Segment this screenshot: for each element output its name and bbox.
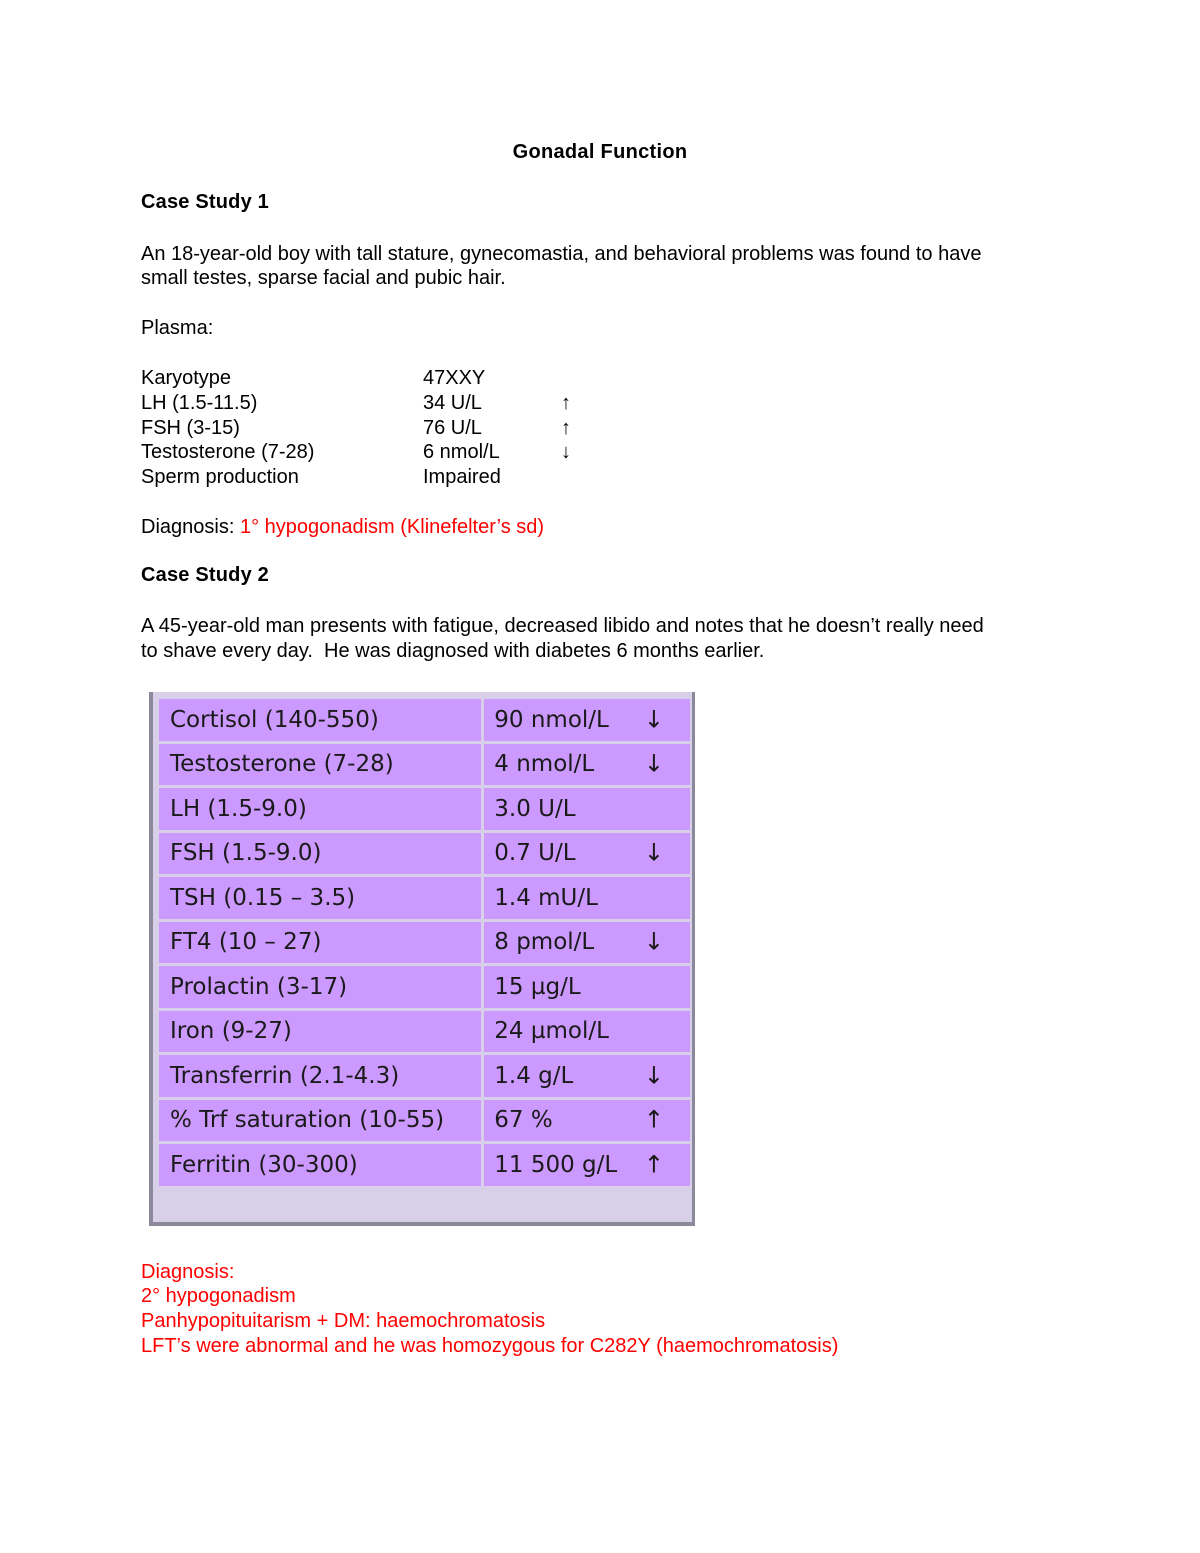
table-row xyxy=(159,1100,690,1142)
test-name-cell: Transferrin (2.1-4.3) xyxy=(159,1055,481,1097)
result-value: 11 500 g/L xyxy=(494,1151,618,1178)
case-study-2-diagnosis-label: Diagnosis: xyxy=(141,1261,235,1283)
test-name-cell: TSH (0.15 – 3.5) xyxy=(159,877,481,919)
result-cell xyxy=(484,788,690,830)
lab-name: Testosterone (7-28) xyxy=(141,441,315,463)
lab-value: Impaired xyxy=(423,466,501,488)
lab-results-table xyxy=(149,692,695,1226)
up-arrow-icon: ↑ xyxy=(643,1150,664,1179)
test-name-cell: Prolactin (3-17) xyxy=(159,966,481,1008)
lab-value: 6 nmol/L xyxy=(423,441,500,463)
result-cell xyxy=(484,1011,690,1053)
plasma-label: Plasma: xyxy=(141,317,214,339)
table-row xyxy=(159,922,690,964)
case-study-1-diagnosis xyxy=(141,515,544,540)
lab-name: Karyotype xyxy=(141,367,232,389)
result-cell xyxy=(484,833,690,875)
result-cell xyxy=(484,1144,690,1186)
case-study-2-diagnosis-line-3: LFT’s were abnormal and he was homozygous for C282Y (haemochromatosis) xyxy=(141,1335,839,1357)
test-name-cell: LH (1.5-9.0) xyxy=(159,788,481,830)
table-row xyxy=(159,788,690,830)
result-cell xyxy=(484,966,690,1008)
test-name-cell: % Trf saturation (10-55) xyxy=(159,1100,481,1142)
table-row xyxy=(159,744,690,786)
lab-name: FSH (3-15) xyxy=(141,417,240,439)
result-value: 1.4 g/L xyxy=(494,1062,574,1089)
down-arrow-icon: ↓ xyxy=(643,705,664,734)
diagnosis-label: Diagnosis: xyxy=(141,516,235,538)
test-name-cell: Cortisol (140-550) xyxy=(159,699,481,741)
lab-row-sperm-production xyxy=(141,465,841,490)
case-study-2-diagnosis-line-1: 2° hypogonadism xyxy=(141,1285,296,1307)
result-value: 0.7 U/L xyxy=(494,840,576,867)
table-row xyxy=(159,1011,690,1053)
up-arrow-icon: ↑ xyxy=(561,392,571,414)
diagnosis-text: 1° hypogonadism (Klinefelter’s sd) xyxy=(239,516,545,538)
table-row xyxy=(159,1055,690,1097)
test-name-cell: Ferritin (30-300) xyxy=(159,1144,481,1186)
table-row xyxy=(159,877,690,919)
case-study-1-description-line-1: An 18-year-old boy with tall stature, gynecomastia, and behavioral problems was found to have xyxy=(141,243,982,265)
case-study-2-description-line-2: to shave every day. He was diagnosed with diabetes 6 months earlier. xyxy=(141,640,765,662)
case-study-2-diagnosis-line-2: Panhypopituitarism + DM: haemochromatosis xyxy=(141,1310,546,1332)
result-cell xyxy=(484,699,690,741)
result-cell xyxy=(484,1100,690,1142)
down-arrow-icon: ↓ xyxy=(643,927,664,956)
lab-row-fsh xyxy=(141,416,841,441)
result-value: 90 nmol/L xyxy=(494,706,609,733)
result-value: 8 pmol/L xyxy=(494,929,595,956)
up-arrow-icon: ↑ xyxy=(643,1105,664,1134)
test-name-cell: Iron (9-27) xyxy=(159,1011,481,1053)
result-value: 24 µmol/L xyxy=(494,1018,609,1045)
lab-value: 47XXY xyxy=(423,367,486,389)
test-name-cell: Testosterone (7-28) xyxy=(159,744,481,786)
up-arrow-icon: ↑ xyxy=(561,417,571,439)
table-row xyxy=(159,833,690,875)
lab-row-testosterone xyxy=(141,440,841,465)
case-study-2-heading: Case Study 2 xyxy=(141,564,270,586)
case-study-1-description-line-2: small testes, sparse facial and pubic hair. xyxy=(141,267,506,289)
case-study-2-description-line-1: A 45-year-old man presents with fatigue, decreased libido and notes that he doesn’t really need xyxy=(141,615,984,637)
lab-row-lh xyxy=(141,391,841,416)
lab-row-karyotype xyxy=(141,366,841,391)
result-value: 67 % xyxy=(494,1107,553,1134)
lab-results-grid xyxy=(156,696,693,1189)
document-title: Gonadal Function xyxy=(512,141,688,163)
lab-value: 34 U/L xyxy=(423,392,482,414)
table-row xyxy=(159,699,690,741)
result-value: 15 µg/L xyxy=(494,973,581,1000)
result-cell xyxy=(484,1055,690,1097)
down-arrow-icon: ↓ xyxy=(643,749,664,778)
result-cell xyxy=(484,877,690,919)
table-row xyxy=(159,966,690,1008)
test-name-cell: FSH (1.5-9.0) xyxy=(159,833,481,875)
case-study-1-heading: Case Study 1 xyxy=(141,191,270,213)
table-row xyxy=(159,1144,690,1186)
result-cell xyxy=(484,922,690,964)
down-arrow-icon: ↓ xyxy=(643,1061,664,1090)
lab-value: 76 U/L xyxy=(423,417,482,439)
down-arrow-icon: ↓ xyxy=(643,838,664,867)
lab-name: LH (1.5-11.5) xyxy=(141,392,258,414)
result-value: 1.4 mU/L xyxy=(494,884,598,911)
result-value: 4 nmol/L xyxy=(494,751,595,778)
result-value: 3.0 U/L xyxy=(494,795,576,822)
lab-name: Sperm production xyxy=(141,466,299,488)
test-name-cell: FT4 (10 – 27) xyxy=(159,922,481,964)
result-cell xyxy=(484,744,690,786)
down-arrow-icon: ↓ xyxy=(561,441,571,463)
